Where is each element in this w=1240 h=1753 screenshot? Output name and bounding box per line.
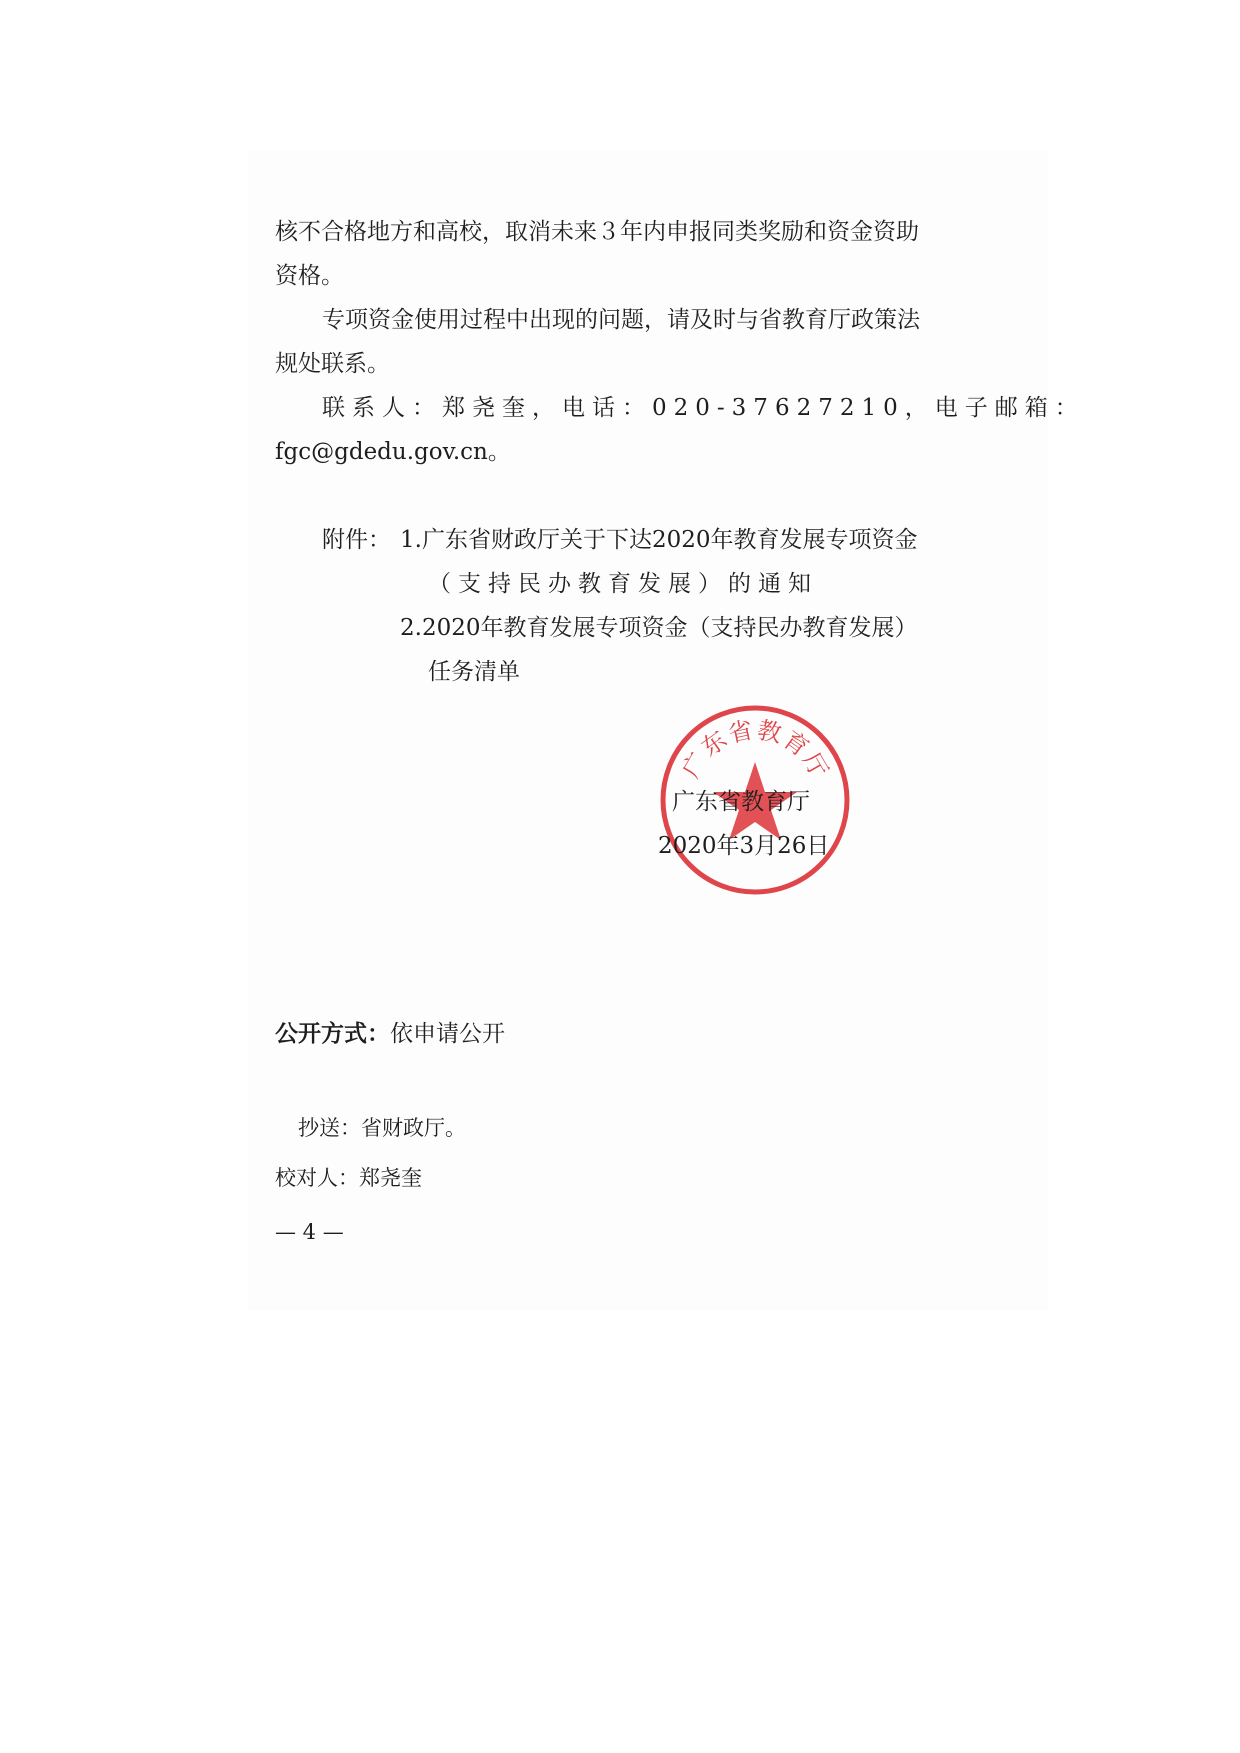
attachment-2-line-2: 任务清单 bbox=[428, 659, 520, 685]
body-paragraph-1-line-2: 资格。 bbox=[275, 263, 344, 289]
seal-character: 省 bbox=[725, 715, 756, 749]
body-paragraph-2-line-2: 规处联系。 bbox=[275, 351, 390, 377]
attachments-label: 附件： bbox=[322, 527, 391, 553]
signature-date: 2020年3月26日 bbox=[658, 833, 830, 859]
cc-line: 抄送：省财政厅。 bbox=[298, 1116, 466, 1140]
attachment-2-line-1: 2.2020年教育发展专项资金（支持民办教育发展） bbox=[400, 615, 918, 641]
contact-email: fgc@gdedu.gov.cn。 bbox=[275, 439, 511, 465]
signature-organization: 广东省教育厅 bbox=[672, 789, 810, 815]
body-paragraph-1-line-1: 核不合格地方和高校，取消未来３年内申报同类奖励和资金资助 bbox=[275, 219, 919, 245]
seal-character: 育 bbox=[777, 725, 814, 763]
contact-line: 联系人：郑尧奎，电话：020-37627210，电子邮箱： bbox=[322, 395, 1085, 421]
page-number: — 4 — bbox=[275, 1220, 344, 1244]
seal-character: 厅 bbox=[797, 747, 834, 783]
seal-character: 广 bbox=[676, 747, 713, 783]
attachment-1-line-2: （支持民办教育发展）的通知 bbox=[428, 571, 818, 597]
disclosure-label: 公开方式： bbox=[275, 1020, 390, 1047]
proofreader-line: 校对人：郑尧奎 bbox=[275, 1166, 422, 1190]
disclosure-line bbox=[275, 1018, 505, 1050]
seal-character: 教 bbox=[754, 715, 785, 749]
body-paragraph-2-line-1: 专项资金使用过程中出现的问题，请及时与省教育厅政策法 bbox=[322, 307, 920, 333]
attachment-1-line-1: 1.广东省财政厅关于下达2020年教育发展专项资金 bbox=[400, 527, 918, 553]
seal-character: 东 bbox=[696, 725, 733, 763]
disclosure-value: 依申请公开 bbox=[390, 1021, 505, 1047]
